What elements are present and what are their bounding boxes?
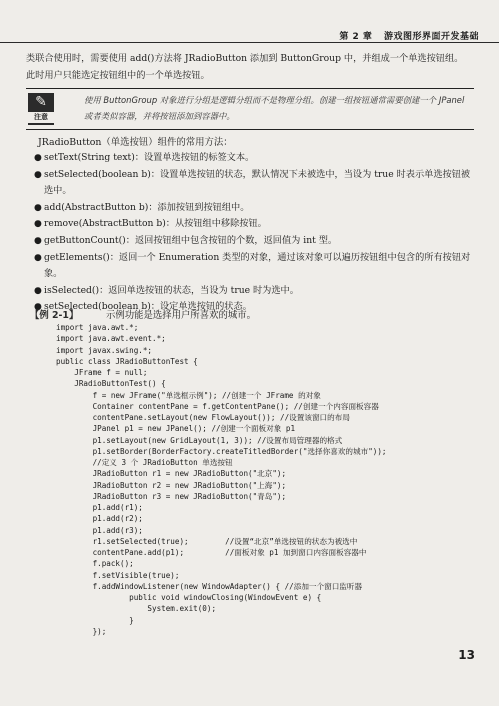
code-line: contentPane.setLayout(new FlowLayout()); //设置该窗口的布局 bbox=[56, 413, 350, 422]
page-number: 13 bbox=[458, 648, 475, 662]
note-icon bbox=[28, 93, 54, 125]
code-line: p1.setBorder(BorderFactory.createTitledBorder("选择你喜欢的城市")); bbox=[56, 446, 387, 456]
chapter-title: 游戏图形界面开发基础 bbox=[383, 32, 479, 42]
code-line: System.exit(0); bbox=[56, 604, 217, 614]
code-line: f.addWindowListener(new WindowAdapter() { //添加一个窗口监听器 bbox=[56, 581, 363, 591]
example-label: 【例 2-1】 bbox=[30, 310, 79, 321]
bullet-icon: ● bbox=[34, 219, 42, 230]
list-item: ● setSelected(boolean b)：设定单选按钮的状态。 bbox=[26, 299, 472, 316]
bullet-icon: ● bbox=[34, 285, 42, 296]
code-listing bbox=[56, 322, 387, 637]
bullet-icon: ● bbox=[34, 302, 42, 313]
note-top-rule bbox=[26, 88, 474, 89]
code-line: public void windowClosing(WindowEvent e) { bbox=[56, 593, 322, 602]
pencil-icon: ✎ bbox=[35, 94, 47, 110]
code-line: f = new JFrame("单选框示例"); //创建一个 JFrame 的对象 bbox=[56, 390, 321, 400]
list-item: ● setSelected(boolean b)：设置单选按钮的状态，默认情况下未被选中，当设为 true 时表示单选按钮被选中。 bbox=[34, 168, 471, 197]
list-item: ● setText(String text)：设置单选按钮的标签文本。 bbox=[26, 150, 472, 167]
chapter-number: 第 2 章 bbox=[339, 32, 373, 42]
code-line: contentPane.add(p1); //面板对象 p1 加到窗口内容面板容器中 bbox=[56, 548, 367, 557]
code-line: }); bbox=[56, 626, 107, 636]
code-line: f.pack(); bbox=[56, 559, 134, 569]
bullet-icon: ● bbox=[34, 235, 42, 246]
code-line: p1.add(r2); bbox=[56, 514, 143, 524]
code-line: r1.setSelected(true); //设置“北京”单选按钮的状态为被选中 bbox=[56, 536, 358, 546]
code-line: import java.awt.event.*; bbox=[56, 334, 166, 344]
code-line: JRadioButton r3 = new JRadioButton("青岛"); bbox=[56, 491, 287, 501]
code-line: } bbox=[56, 615, 134, 625]
note-bottom-rule bbox=[26, 129, 474, 130]
code-line: //定义 3 个 JRadioButton 单选按钮 bbox=[56, 458, 233, 467]
example-description: 示例功能是选择用户所喜欢的城市。 bbox=[106, 310, 257, 321]
code-line: JFrame f = null; bbox=[56, 368, 148, 377]
code-line: p1.add(r1); bbox=[56, 503, 143, 512]
code-line: f.setVisible(true); bbox=[56, 570, 180, 580]
note-text: 使用 ButtonGroup 对象进行分组是逻辑分组而不是物理分组。创建一组按钮通常需要创建一个 JPanel 或者类似容器，并将按钮添加到容器中。 bbox=[84, 95, 465, 121]
code-line: p1.setLayout(new GridLayout(1, 3)); //设置布局管理器的格式 bbox=[56, 435, 343, 445]
bullet-icon: ● bbox=[34, 153, 42, 163]
code-line: import java.awt.*; bbox=[56, 323, 139, 332]
list-item: ● getButtonCount()：返回按钮组中包含按钮的个数，返回值为 int 型。 bbox=[26, 233, 472, 250]
code-line: JPanel p1 = new JPanel(); //创建一个面板对象 p1 bbox=[56, 424, 296, 434]
code-line: public class JRadioButtonTest { bbox=[56, 356, 198, 366]
methods-heading: JRadioButton（单选按钮）组件的常用方法： bbox=[38, 137, 233, 148]
note-icon-label: 注意 bbox=[28, 112, 54, 123]
list-item: ● remove(AbstractButton b)：从按钮组中移除按钮。 bbox=[26, 216, 472, 233]
list-item: ● add(AbstractButton b)：添加按钮到按钮组中。 bbox=[26, 200, 472, 217]
code-line: JRadioButton r1 = new JRadioButton("北京"); bbox=[56, 469, 287, 479]
code-line: import javax.swing.*; bbox=[56, 345, 153, 355]
code-line: Container contentPane = f.getContentPane(); //创建一个内容面板容器 bbox=[56, 401, 379, 411]
bullet-icon: ● bbox=[34, 202, 42, 213]
bullet-icon: ● bbox=[34, 252, 42, 263]
list-item: ● getElements()：返回一个 Enumeration 类型的对象，通过该对象可以遍历按钮组中包含的所有按钮对象。 bbox=[34, 251, 471, 280]
code-line: JRadioButton r2 = new JRadioButton("上海"); bbox=[56, 480, 287, 490]
code-line: p1.add(r3); bbox=[56, 525, 143, 535]
running-header bbox=[339, 29, 479, 42]
list-item: ● isSelected()：返回单选按钮的状态，当设为 true 时为选中。 bbox=[26, 283, 472, 300]
methods-list bbox=[26, 150, 472, 316]
bullet-icon: ● bbox=[34, 169, 42, 180]
code-line: JRadioButtonTest() { bbox=[56, 379, 166, 389]
intro-paragraph: 类联合使用时，需要使用 add()方法将 JRadioButton 添加到 ButtonGroup 中，并组成一个单选按钮组。此时用户只能选定按钮组中的一个单选按钮。 bbox=[26, 53, 464, 81]
